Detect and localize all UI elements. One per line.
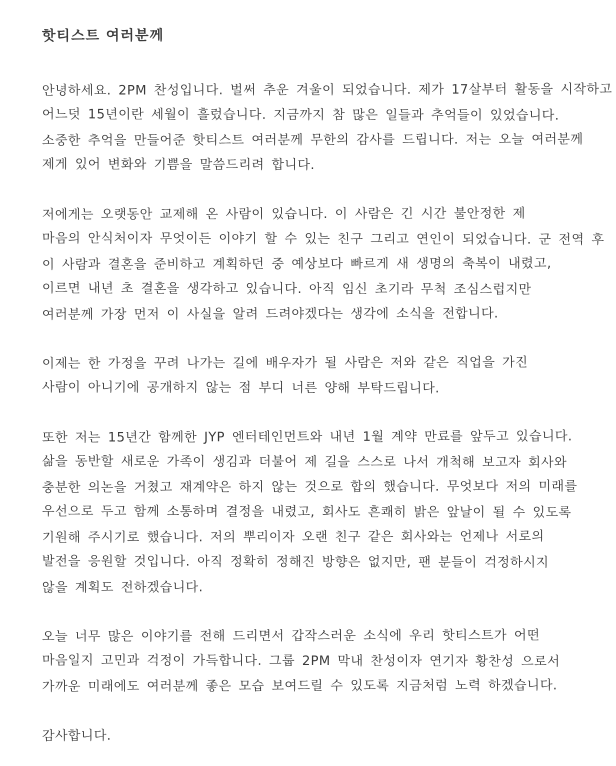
letter-line: 이제는 한 가정을 꾸려 나가는 길에 배우자가 될 사람은 저와 같은 직업을 가진 — [41, 355, 529, 372]
letter-line: 이 사람과 결혼을 준비하고 계획하던 중 예상보다 빠르게 새 생명의 축복이 내렸고, — [41, 256, 552, 273]
letter-line: 어느덧 15년이란 세월이 흘렀습니다. 지금까지 참 많은 일들과 추억들이 있었습니다. — [41, 107, 560, 124]
letter-line: 안녕하세요. 2PM 찬성입니다. 벌써 추운 겨울이 되었습니다. 제가 17살부터 활동을 시작하고 — [41, 82, 613, 99]
letter-line: 이르면 내년 초 결혼을 생각하고 있습니다. 아직 임신 초기라 무척 조심스럽지만 — [41, 281, 532, 298]
paragraph-closing-message — [42, 624, 582, 699]
letter-line: 또한 저는 15년간 함께한 JYP 엔터테인먼트와 내년 1월 계약 만료를 앞두고 있습니다. — [41, 429, 573, 446]
letter-line: 우선으로 두고 함께 소통하며 결정을 내렸고, 회사도 흔쾌히 밝은 앞날이 될 수 있도록 — [41, 504, 572, 521]
paragraph-relationship-news — [41, 202, 605, 327]
letter-line: 저에게는 오랫동안 교제해 온 사람이 있습니다. 이 사람은 긴 시간 불안정한 제 — [41, 206, 526, 223]
letter-line: 오늘 너무 많은 이야기를 전해 드리면서 갑작스러운 소식에 우리 핫티스트가 어떤 — [41, 628, 540, 645]
paragraph-greeting — [41, 78, 613, 178]
letter-line: 가까운 미래에도 여러분께 좋은 모습 보여드릴 수 있도록 지금처럼 노력 하겠습니다. — [41, 678, 558, 695]
letter-line: 사람이 아니기에 공개하지 않는 점 부디 너른 양해 부탁드립니다. — [41, 380, 440, 397]
letter-line: 제게 있어 변화와 기쁨을 말씀드리려 합니다. — [41, 157, 315, 174]
letter-line: 발전을 응원할 것입니다. 아직 정확히 정해진 방향은 없지만, 팬 분들이 걱정하시지 — [41, 554, 550, 571]
paragraph-privacy-request — [42, 351, 582, 401]
closing-thanks: 감사합니다. — [41, 728, 112, 744]
letter-line: 기원해 주시기로 했습니다. 저의 뿌리이자 오랜 친구 같은 회사와는 언제나 서로의 — [41, 529, 545, 546]
letter-line: 소중한 추억을 만들어준 핫티스트 여러분께 무한의 감사를 드립니다. 저는 오늘 여러분께 — [41, 132, 584, 149]
letter-line: 여러분께 가장 먼저 이 사실을 알려 드려야겠다는 생각에 소식을 전합니다. — [41, 306, 499, 323]
letter-line: 마음일지 고민과 걱정이 가득합니다. 그룹 2PM 막내 찬성이자 연기자 황찬성 으로서 — [41, 653, 561, 670]
letter-line: 삶을 동반할 새로운 가족이 생김과 더불어 제 길을 스스로 나서 개척해 보고자 회사와 — [41, 454, 567, 471]
letter-line: 충분한 의논을 거쳤고 재계약은 하지 않는 것으로 합의 했습니다. 무엇보다 저의 미래를 — [41, 479, 578, 496]
paragraph-contract-news — [42, 425, 582, 600]
letter-title: 핫티스트 여러분께 — [41, 27, 165, 45]
letter-line: 않을 계획도 전하겠습니다. — [41, 580, 204, 596]
letter-line: 마음의 안식처이자 무엇이든 이야기 할 수 있는 친구 그리고 연인이 되었습니다. 군 전역 후 — [41, 231, 605, 248]
